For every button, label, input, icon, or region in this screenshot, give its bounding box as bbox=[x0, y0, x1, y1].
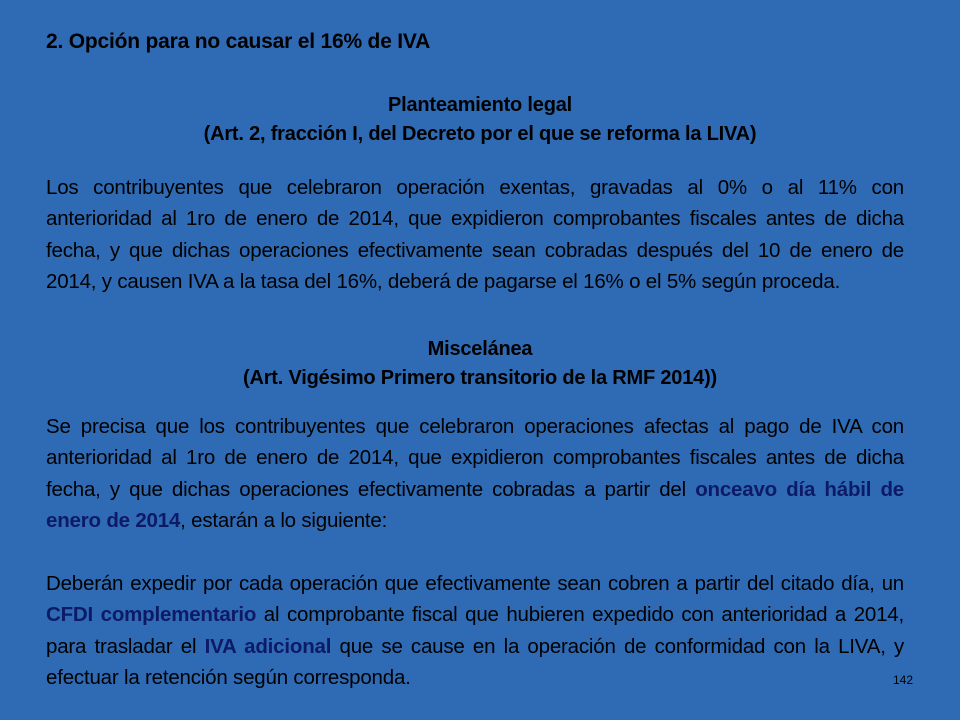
paragraph-miscelanea bbox=[46, 411, 904, 537]
section-title-line2: (Art. Vigésimo Primero transitorio de la RMF 2014)) bbox=[243, 367, 717, 389]
paragraph-cfdi bbox=[46, 568, 904, 694]
text-span: que se cause en la operación de conformidad con la LIVA, y efectuar la retención según corresponda. bbox=[46, 634, 905, 690]
page-number: 142 bbox=[893, 673, 914, 687]
paragraph-planteamiento: Los contribuyentes que celebraron operación exentas, gravadas al 0% o al 11% con anterioridad al 1ro de enero de 2014, que expidieron comprobantes fiscales antes de dicha fecha, y que dichas operaciones efectivamente sean cobradas después del 10 de enero de 2014, y causen IVA a la tasa del 16%, deberá de pagarse el 16% o el 5% según proceda. bbox=[46, 176, 904, 294]
section-title-line1: Planteamiento legal bbox=[387, 94, 573, 116]
section-title-planteamiento bbox=[40, 91, 920, 149]
text-span: Se precisa que los contribuyentes que celebraron operaciones afectas al pago de IVA con anterioridad al 1ro de enero de 2014, que expidieron comprobantes fiscales antes de dicha fecha, y que dichas operaciones efectivamente cobradas a partir del bbox=[46, 415, 904, 501]
highlight-iva-adicional: IVA adicional bbox=[204, 634, 332, 658]
text-span: Deberán expedir por cada operación que efectivamente sean cobren a partir del citado día, un bbox=[46, 572, 904, 595]
section-title-line1: Miscelánea bbox=[427, 338, 533, 360]
text-span: al comprobante fiscal que hubieren expedido con anterioridad a 2014, para trasladar el bbox=[46, 603, 904, 658]
section-title-line2: (Art. 2, fracción I, del Decreto por el que se reforma la LIVA) bbox=[203, 123, 757, 145]
text-span: , estarán a lo siguiente: bbox=[180, 509, 388, 533]
highlight-cfdi-complementario: CFDI complementario bbox=[46, 603, 257, 627]
highlight-onceavo-dia: onceavo día hábil de enero de 2014 bbox=[46, 477, 904, 533]
section-title-miscelanea bbox=[40, 335, 920, 393]
slide-heading: 2. Opción para no causar el 16% de IVA bbox=[46, 30, 431, 53]
